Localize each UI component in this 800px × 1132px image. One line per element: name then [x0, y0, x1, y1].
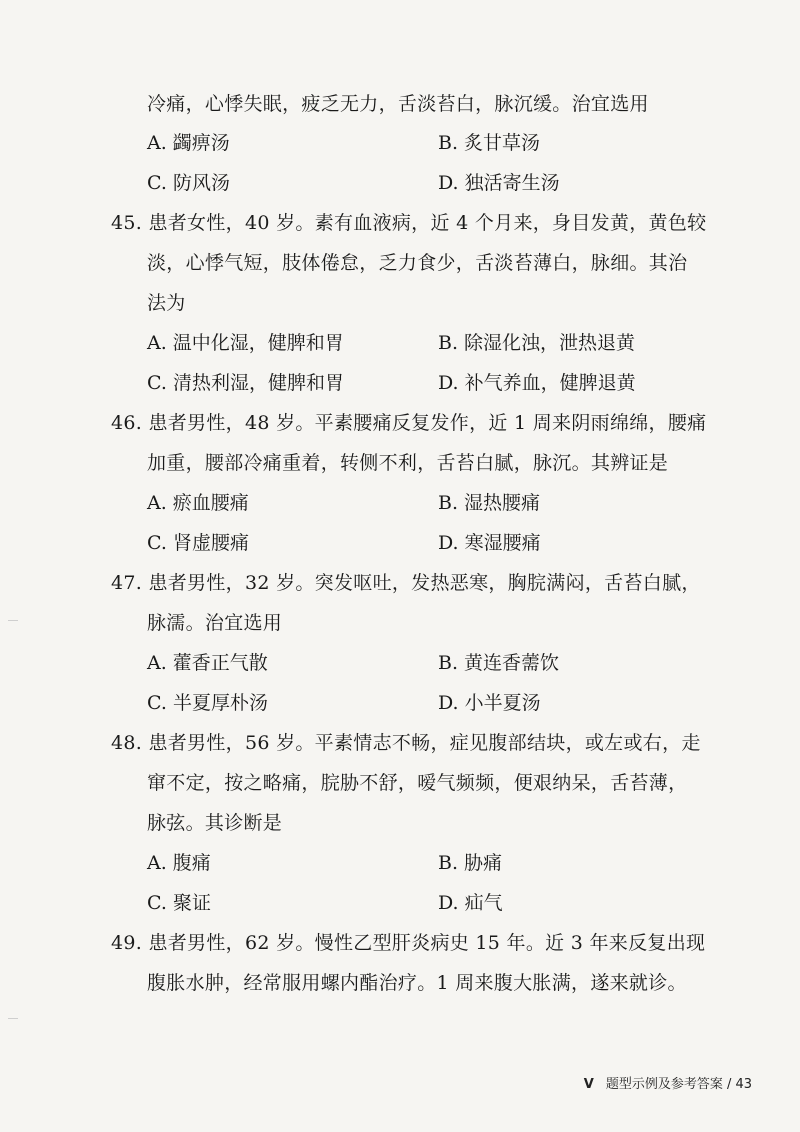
q48-option-a: A. 腹痛	[147, 852, 211, 874]
q48-option-c: C. 聚证	[147, 892, 211, 914]
q47-option-d: D. 小半夏汤	[438, 692, 541, 714]
q45-option-d: D. 补气养血，健脾退黄	[438, 372, 636, 394]
q45-line-1: 45. 患者女性，40 岁。素有血液病，近 4 个月来，身目发黄，黄色较	[111, 212, 707, 234]
scan-mark	[8, 1018, 18, 1019]
q48-line-3: 脉弦。其诊断是	[147, 812, 283, 834]
q49-line-1: 49. 患者男性，62 岁。慢性乙型肝炎病史 15 年。近 3 年来反复出现	[111, 932, 706, 954]
q46-option-a: A. 瘀血腰痛	[147, 492, 249, 514]
q46-option-b: B. 湿热腰痛	[438, 492, 541, 514]
q48-option-d: D. 疝气	[438, 892, 503, 914]
q47-option-b: B. 黄连香薷饮	[438, 652, 560, 674]
q47-line-2: 脉濡。治宜选用	[147, 612, 283, 634]
q48-line-1: 48. 患者男性，56 岁。平素情志不畅，症见腹部结块，或左或右，走	[111, 732, 701, 754]
scan-mark	[8, 620, 18, 621]
q44-text: 冷痛，心悸失眠，疲乏无力，舌淡苔白，脉沉缓。治宜选用	[147, 93, 649, 115]
q45-option-b: B. 除湿化浊，泄热退黄	[438, 332, 636, 354]
q46-line-2: 加重，腰部冷痛重着，转侧不利，舌苔白腻，脉沉。其辨证是	[147, 452, 669, 474]
q45-line-2: 淡，心悸气短，肢体倦怠，乏力食少，舌淡苔薄白，脉细。其治	[147, 252, 688, 274]
q49-line-2: 腹胀水肿，经常服用螺内酯治疗。1 周来腹大胀满，遂来就诊。	[147, 972, 687, 994]
page-footer	[584, 1073, 752, 1092]
q48-option-b: B. 胁痛	[438, 852, 503, 874]
q46-option-c: C. 肾虚腰痛	[147, 532, 249, 554]
q46-option-d: D. 寒湿腰痛	[438, 532, 541, 554]
q46-line-1: 46. 患者男性，48 岁。平素腰痛反复发作，近 1 周来阴雨绵绵，腰痛	[111, 412, 707, 434]
q48-line-2: 窜不定，按之略痛，脘胁不舒，嗳气频频，便艰纳呆，舌苔薄，	[147, 772, 688, 794]
q44-option-b: B. 炙甘草汤	[438, 132, 541, 154]
q44-option-c: C. 防风汤	[147, 172, 230, 194]
q47-line-1: 47. 患者男性，32 岁。突发呕吐，发热恶寒，胸脘满闷，舌苔白腻，	[111, 572, 701, 594]
q47-option-c: C. 半夏厚朴汤	[147, 692, 268, 714]
q45-option-a: A. 温中化湿，健脾和胃	[147, 332, 344, 354]
q47-option-a: A. 藿香正气散	[147, 652, 268, 674]
q45-option-c: C. 清热利湿，健脾和胃	[147, 372, 344, 394]
q44-option-d: D. 独活寄生汤	[438, 172, 560, 194]
footer-title: 题型示例及参考答案 / 43	[605, 1077, 752, 1092]
q45-line-3: 法为	[147, 292, 186, 314]
footer-chapter: V	[583, 1077, 594, 1092]
q44-option-a: A. 蠲痹汤	[147, 132, 230, 154]
